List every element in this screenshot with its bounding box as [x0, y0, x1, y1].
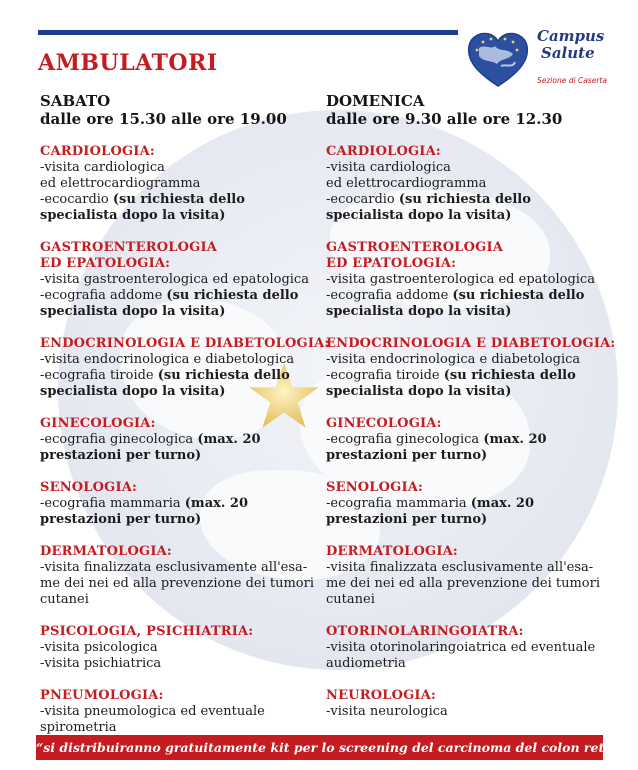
sections-list [326, 144, 626, 720]
service-line [40, 576, 340, 592]
service-text: -ecografia mammaria [326, 496, 471, 511]
header-bar [38, 30, 458, 35]
clinic-section [40, 144, 340, 224]
service-text: cutanei [326, 592, 375, 607]
section-title: PSICOLOGIA, PSICHIATRIA: [40, 624, 254, 639]
service-text: -visita endocrinologica e diabetologica [40, 352, 295, 367]
service-text: -ecografia addome [326, 288, 453, 303]
clinic-section [326, 544, 626, 608]
section-title: GINECOLOGIA: [326, 416, 442, 431]
service-text: cutanei [40, 592, 89, 607]
service-text: -visita gastroenterologica ed epatologica [326, 272, 595, 287]
service-line [326, 352, 626, 368]
service-line [40, 288, 340, 304]
service-line [326, 304, 626, 320]
sections-list [40, 144, 340, 736]
service-note: (su richiesta dello [166, 288, 299, 303]
service-text: -ecografia addome [40, 288, 167, 303]
service-line [326, 288, 626, 304]
service-line [40, 176, 340, 192]
section-title: CARDIOLOGIA: [326, 144, 441, 159]
page-title: AMBULATORI [38, 50, 218, 76]
service-note: (su richiesta dello [452, 288, 585, 303]
service-line [40, 384, 340, 400]
service-note: prestazioni per turno) [326, 512, 488, 527]
service-note: specialista dopo la visita) [40, 384, 226, 399]
day-hours: dalle ore 9.30 alle ore 12.30 [326, 110, 563, 128]
service-text: -ecocardio [326, 192, 399, 207]
service-text: -visita cardiologica [40, 160, 165, 175]
service-line [40, 592, 340, 608]
service-line [326, 432, 626, 448]
service-line [40, 704, 340, 720]
service-text: -visita psichiatrica [40, 656, 162, 671]
service-line [326, 208, 626, 224]
clinic-section [40, 480, 340, 528]
service-line [40, 272, 340, 288]
section-title: DERMATOLOGIA: [326, 544, 458, 559]
service-line [326, 496, 626, 512]
section-title: ENDOCRINOLOGIA E DIABETOLOGIA: [40, 336, 330, 351]
service-line [40, 640, 340, 656]
service-line [326, 272, 626, 288]
section-title: SENOLOGIA: [326, 480, 424, 495]
service-line [326, 560, 626, 576]
service-line [326, 160, 626, 176]
service-line [326, 704, 626, 720]
service-text: -visita pneumologica ed eventuale [40, 704, 265, 719]
screening-banner: “si distribuiranno gratuitamente kit per lo screening del carcinoma del colon retto” [36, 735, 603, 760]
service-line [40, 208, 340, 224]
service-note: specialista dopo la visita) [40, 208, 226, 223]
clinic-section [326, 624, 626, 672]
day-name: DOMENICA [326, 92, 425, 110]
service-text: -ecografia ginecologica [40, 432, 198, 447]
service-line [40, 432, 340, 448]
service-note: specialista dopo la visita) [40, 304, 226, 319]
service-text: me dei nei ed alla prevenzione dei tumori [40, 576, 315, 591]
service-text: -ecografia tiroide [326, 368, 444, 383]
service-line [40, 448, 340, 464]
service-line [326, 640, 626, 656]
clinic-section [326, 144, 626, 224]
section-title: OTORINOLARINGOIATRA: [326, 624, 524, 639]
service-text: -visita otorinolaringoiatrica ed eventuale [326, 640, 596, 655]
section-title: SENOLOGIA: [40, 480, 138, 495]
service-text: spirometria [40, 720, 117, 735]
service-note: (max. 20 [483, 432, 547, 447]
service-text: ed elettrocardiogramma [326, 176, 487, 191]
service-line [40, 656, 340, 672]
service-text: audiometria [326, 656, 406, 671]
service-line [326, 448, 626, 464]
service-text: -visita gastroenterologica ed epatologica [40, 272, 309, 287]
sunday-column [326, 92, 626, 720]
section-title: GASTROENTEROLOGIA [326, 240, 504, 255]
section-title: NEUROLOGIA: [326, 688, 436, 703]
service-note: specialista dopo la visita) [326, 208, 512, 223]
section-title: PNEUMOLOGIA: [40, 688, 164, 703]
service-line [326, 656, 626, 672]
section-title: GASTROENTEROLOGIA [40, 240, 218, 255]
service-text: -visita psicologica [40, 640, 158, 655]
service-note: prestazioni per turno) [326, 448, 488, 463]
service-text: -visita endocrinologica e diabetologica [326, 352, 581, 367]
service-note: (su richiesta dello [398, 192, 531, 207]
service-text: -ecocardio [40, 192, 113, 207]
service-line [326, 576, 626, 592]
service-text: -visita cardiologica [326, 160, 451, 175]
clinic-section [40, 544, 340, 608]
clinic-section [40, 240, 340, 320]
service-line [326, 368, 626, 384]
service-line [326, 192, 626, 208]
campus-salute-logo [465, 28, 625, 92]
service-text: ed elettrocardiogramma [40, 176, 201, 191]
logo-line-1: Campus [537, 27, 605, 45]
logo-line-2: Salute [541, 44, 595, 62]
section-title: ED EPATOLOGIA: [40, 256, 171, 271]
service-note: (su richiesta dello [157, 368, 290, 383]
service-line [40, 512, 340, 528]
section-title: DERMATOLOGIA: [40, 544, 172, 559]
clinic-section [326, 416, 626, 464]
section-title: GINECOLOGIA: [40, 416, 156, 431]
section-title: ED EPATOLOGIA: [326, 256, 457, 271]
logo-wordmark [537, 28, 627, 62]
service-note: specialista dopo la visita) [326, 384, 512, 399]
logo-subtitle: Sezione di Caserta [537, 76, 607, 85]
clinic-section [40, 624, 340, 672]
service-note: specialista dopo la visita) [326, 304, 512, 319]
clinic-section [40, 336, 340, 400]
service-line [326, 512, 626, 528]
day-name: SABATO [40, 92, 111, 110]
clinic-section [326, 688, 626, 720]
service-line [40, 352, 340, 368]
service-text: -visita finalizzata esclusivamente all'esa- [40, 560, 308, 575]
service-note: (max. 20 [197, 432, 261, 447]
service-text: me dei nei ed alla prevenzione dei tumori [326, 576, 601, 591]
service-line [326, 592, 626, 608]
service-line [40, 496, 340, 512]
service-note: (su richiesta dello [443, 368, 576, 383]
service-line [326, 176, 626, 192]
service-line [40, 160, 340, 176]
service-line [40, 192, 340, 208]
clinic-section [326, 336, 626, 400]
clinic-section [326, 240, 626, 320]
day-hours: dalle ore 15.30 alle ore 19.00 [40, 110, 287, 128]
service-text: -ecografia tiroide [40, 368, 158, 383]
clinic-section [40, 688, 340, 736]
service-line [40, 368, 340, 384]
service-line [40, 304, 340, 320]
service-text: -ecografia ginecologica [326, 432, 484, 447]
service-note: prestazioni per turno) [40, 512, 202, 527]
service-line [326, 384, 626, 400]
service-note: prestazioni per turno) [40, 448, 202, 463]
clinic-section [40, 416, 340, 464]
service-line [40, 560, 340, 576]
section-title: CARDIOLOGIA: [40, 144, 155, 159]
saturday-column [40, 92, 340, 736]
service-text: -ecografia mammaria [40, 496, 185, 511]
globe-logo-icon [465, 30, 531, 88]
service-note: (max. 20 [470, 496, 535, 511]
service-line [40, 720, 340, 736]
service-note: (su richiesta dello [112, 192, 245, 207]
clinic-section [326, 480, 626, 528]
service-text: -visita finalizzata esclusivamente all'esa- [326, 560, 594, 575]
section-title: ENDOCRINOLOGIA E DIABETOLOGIA: [326, 336, 616, 351]
service-note: (max. 20 [184, 496, 249, 511]
service-text: -visita neurologica [326, 704, 448, 719]
